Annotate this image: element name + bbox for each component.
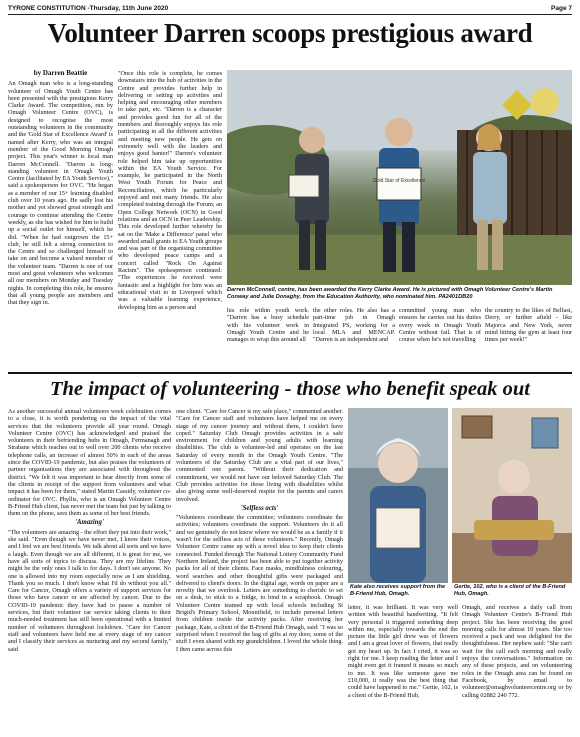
story1-column-2 <box>118 70 222 370</box>
award-photo <box>227 70 572 285</box>
story2-column-2 <box>176 408 343 733</box>
story1-row2-col3: committed young man who ensures he carries out his duties every week in Omagh Youth Centre without fail. That is of course when he's not travelling <box>399 307 481 344</box>
masthead <box>8 3 572 15</box>
kate-photo <box>348 408 448 583</box>
story2-bottom-col2: Omagh, and receives a daily call from Omagh Volunteer Centre's B-Friend Hub project. She has been receiving the good morning calls for almost 10 years. She too received a pack and was delighted for the thoughtfulness. Her nephew said: "She can't wait for the call each morning and really enjoys the conversations." Information on any of these projects, and on volunteering roles in the Omagh area can be found on Facebook, by email to volunteer@omaghvolunteercentre.org or by calling 02882 240 772. <box>462 604 572 699</box>
subhead-amazing: 'Amazing' <box>75 519 104 527</box>
story1-col2-text: "Once this role is complete, he comes downstairs into the hub of activities in the Centre and provides further help in delivering or setting up activities and helping and encouraging other members to take part, etc. "Darren is a character and provides good fun for all of the members and thoroughly enjoys his role participating in all the different activities and meeting new people. He gets on extremely well with the leaders and enjoys good banter!" Darren's volunteer role helped him take up opportunities within the EA Youth Service. For example, he participated in the North West Youth Forum for Peace and Reconciliation, which he particularly enjoyed and met many friends. He also completed training through the Forum; an Open College Network (OCN) in Good relations and an OCN in Peer Leadership. This role developed further whereby he sat on the 'Make a Difference' panel who awarded small grants to EA Youth groups and was part of the organising committee who developed peace camps and a concert called "Rock On Against Racism". The spokesperson continued: "The experiences he received were fantastic and a highlight for him was an educational visit to in Liverpool which was a valuable learning experience, developing him as a person and <box>118 70 222 311</box>
headline-impact-of-volunteering: The impact of volunteering - those who benefit speak out <box>8 372 572 402</box>
story1-col1-text: An Omagh man who is a long-standing volunteer of Omagh Youth Centre has been presented with the prestigious Kerry Clarke Award. The competition, run by Omagh Volunteer Centre (OVC), is designed to recognise the most outstanding volunteers in the community and the 'Gold Star of Excellence Award' is named after Kerry, who was an integral member of the Good Morning Omagh project. This year's winner is local man Darren McConnell. "Darren is long-standing volunteer in Omagh Youth Centre (facilitated by EA Youth Service)," said a spokesperson for OVC. "He began as a member of our 15+ learning disabled club over 10 years ago. He sadly lost his mother and yet showed great strength and courage to continue attending the Centre weekly, as she has wished for him to build up a social outlet for himself, which he did. "When he had outgrown the 15+ club, he still felt a strong connection to the Centre and so challenged himself to take on and become a valued member of the volunteer team. "Darren is one of our most and great volunteers who welcomes all our members on Monday and Tuesday nights. In completing this role, he ensures that all young people are members and that they sign in. <box>8 80 113 307</box>
story1-column-1 <box>8 70 113 370</box>
gertie-photo-caption: Gertie, 102, who is a client of the B-Friend Hub, Omagh. <box>454 584 566 597</box>
story1-row2-col4: the country to the likes of Belfast, Derry, or further afield - like Majorca and New York, never mind hitting the gym at least four times per week!" <box>485 307 572 344</box>
headline-volunteer-darren: Volunteer Darren scoops prestigious award <box>47 18 533 48</box>
story2-col1b-text: "The volunteers are amazing - the effort they put into their work," she said. "Even though we have never met, I know their voices, and I feel we are best friends. We talk about all sorts and we have a laugh. Even though we are all different, it is great for me, we have all sorts of topics to discuss. They are my lifeline. They might be the only ones I talk to for days. I don't see anyone. No one is allowed into my room especially now as I am shielding. Thank you so much. I don't know what I'd do without you all." Care for Cancer, Omagh offers a variety of support services for those who have cancer or are affected by cancer. Due to the COVID-19 pandemic they have had to pause a number of services, but their volunteer car service taking clients to their much-needed treatment has still been operational with a limited number of volunteers throughout lockdown. "Care for Cancer staff and volunteers have held me at every stage of my cancer and I classify their services as nurturing and my second family," said <box>8 528 171 653</box>
kate-photo-caption: Kate also receives support from the B-Friend Hub, Omagh. <box>350 584 446 597</box>
byline: by Darren Beattie <box>33 70 88 77</box>
gertie-photo <box>452 408 572 583</box>
subhead-selfless-acts: 'Selfless acts' <box>240 504 279 512</box>
story2-bottom-col1: letter, it was brilliant. It was very well written with beautiful handwriting. "It felt very personal it triggered something deep within me, especially towards the end the picture the little girl drew was of flowers and I am a great lover of flowers, that really got my heart up. In fact I cried, it was so right for me. I keep reading the letter and I might even get it framed it means so much to me. It was like someone gave me £10,000, it really was the best thing that could have happened to me." Gertie, 102, is a client of the B-Friend Hub, <box>348 604 458 699</box>
story2-col2b-text: "Volunteers coordinate the committee; volunteers coordinate the activities; volunteers coordinate the support. Volunteers do it all and we genuinely do not know where we would be as a family if it wasn't for the selfless acts of these volunteers." Recently, Omagh Volunteer Centre came up with a novel idea to keep their clients connected. Funded through The National Lottery Community Fund Northern Ireland, the project has been able to put together activity packs for all of their clients. Face masks, mindfulness colouring, word searches and other thoughtful gifts were packaged and delivered to client's doors. In the digital age, words on paper are a novelty that we overlook. Letters are something to cherish: to set on a desk, to stick to a fridge, to bind in a scrapbook. Omagh Volunteer Centre teamed up with local schools including St Brigid's Primary School, Mountfield, to include personal letters from children inside the activity packs. After receiving her package, Kate, a client of the B-Friend Hub Omagh, said: "I was so surprised when I received the bag of gifts at my door, some of the stuff I even shared with my grandchildren. I loved the whole thing. I then came across this <box>176 514 343 653</box>
story2-col2-text: one client. "Care for Cancer is my safe place," commented another. "Care for Cancer staff and volunteers have helped me on every stage of my cancer journey and without them, I couldn't have coped." Saturday Club Omagh provides activities in a safe environment for children and young adults with learning disabilities. The club is volunteer-led and operates on the last Saturday of every month in the Omagh Youth Centre. "The volunteers of the Saturday Club are a vital part of our lives," commented one parent. "Without their dedication and commitment, we would not have our beloved Saturday Club. The Club provides activities for those living with disabilities whilst also giving some well-deserved respite for the parents and carers involved. <box>176 408 343 503</box>
award-photo-caption: Darren McConnell, centre, has been awarded the Kerry Clarke Award. He is pictured with Omagh Volunteer Centre's Martin Conway and Julie Donaghy, from the Education Authority, who nominated him. PA2401DB20 <box>227 287 553 300</box>
gertie-photo-illustration <box>452 408 572 583</box>
story2-column-1 <box>8 408 171 733</box>
story1-row2-col1: his role within youth work. "Darren has a busy schedule with his volunteer work in Omagh Youth Centre and he manages to wrap this around all <box>227 307 309 344</box>
kate-photo-illustration <box>348 408 448 583</box>
page-number: Page 7 <box>551 5 572 12</box>
certificate-text: Gold Star of Excellence <box>372 178 426 184</box>
masthead-date: TYRONE CONSTITUTION -Thursday, 11th June 2020 <box>8 5 169 12</box>
award-photo-illustration <box>227 70 572 285</box>
story1-row2-col2: the other roles. He also has a part-time job in Omagh Integrated PS, working for a local MLA and MENCAP. "Darren is an independent and <box>313 307 395 344</box>
story2-col1-text: As another successful annual volunteers week celebration comes to a close, it is worth pondering on the impact of the vital services that the volunteers provide all year round. Omagh Volunteer Centre (OVC) has acknowledged and praised the volunteers in their befriending hubs in Omagh, Fermanagh and Strabane which reaches out to well over 200 clients who receive telephone calls, an increase of almost 50% in each of the areas since the COVID-19 pandemic, but also praises the volunteers of partner organisations they are associated with throughout the district. "We felt it was important to hear directly from some of the clients in receipt of the support from volunteers and what impact it has been for them," stated Martin Cassidy, volunteer co-ordinator for OVC. Phyllis, who is an Omagh Volunteer Centre B-Friend Hub client, has never met the team but just by talking to them on the phone, sees them as some of her best friends. <box>8 408 171 518</box>
